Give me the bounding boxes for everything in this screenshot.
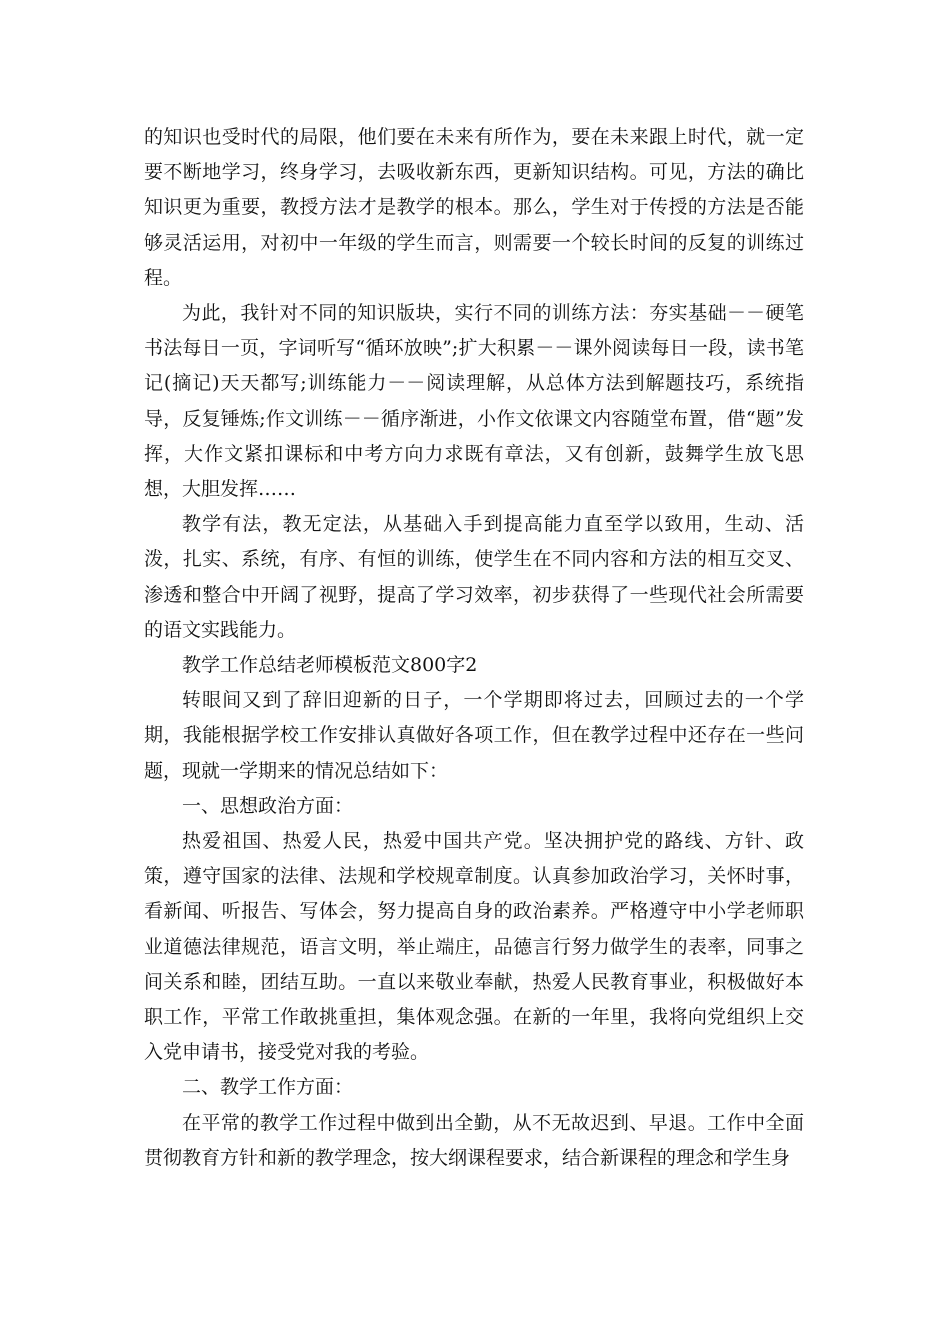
paragraph-political: 热爱祖国、热爱人民，热爱中国共产党。坚决拥护党的路线、方针、政策，遵守国家的法律、法规和学校规章制度。认真参加政治学习，关怀时事，看新闻、听报告、写体会，努力提高自身的政治素养。严格遵守中小学老师职业道德法律规范，语言文明，举止端庄，品德言行努力做学生的表率，同事之间关系和睦，团结互助。一直以来敬业奉献，热爱人民教育事业，积极做好本职工作，平常工作敢挑重担，集体观念强。在新的一年里，我将向党组织上交入党申请书，接受党对我的考验。: [144, 830, 804, 1064]
paragraph-2: 为此，我针对不同的知识版块，实行不同的训练方法：夯实基础－－硬笔书法每日一页，字词听写“循环放映”;扩大积累－－课外阅读每日一段，读书笔记(摘记)天天都写;训练能力－－阅读理解，从总体方法到解题技巧，系统指导，反复锤炼;作文训练－－循序渐进，小作文依课文内容随堂布置，借“题”发挥，大作文紧扣课标和中考方向力求既有章法，又有创新，鼓舞学生放飞思想，大胆发挥……: [144, 302, 804, 501]
paragraph-intro: 转眼间又到了辞旧迎新的日子，一个学期即将过去，回顾过去的一个学期，我能根据学校工作安排认真做好各项工作，但在教学过程中还存在一些问题，现就一学期来的情况总结如下：: [144, 689, 804, 782]
section-title: 教学工作总结老师模板范文800字2: [182, 654, 478, 677]
section-heading-political: 一、思想政治方面：: [182, 794, 354, 817]
paragraph-3: 教学有法，教无定法，从基础入手到提高能力直至学以致用，生动、活泼，扎实、系统，有序、有恒的训练，使学生在不同内容和方法的相互交叉、渗透和整合中开阔了视野，提高了学习效率，初步获得了一些现代社会所需要的语文实践能力。: [144, 513, 804, 641]
section-heading-teaching: 二、教学工作方面：: [182, 1076, 354, 1099]
paragraph-teaching: 在平常的教学工作过程中做到出全勤，从不无故迟到、早退。工作中全面贯彻教育方针和新的教学理念，按大纲课程要求，结合新课程的理念和学生身: [144, 1111, 804, 1169]
paragraph-1: 的知识也受时代的局限，他们要在未来有所作为，要在未来跟上时代，就一定要不断地学习，终身学习，去吸收新东西，更新知识结构。可见，方法的确比知识更为重要，教授方法才是教学的根本。那么，学生对于传授的方法是否能够灵活运用，对初中一年级的学生而言，则需要一个较长时间的反复的训练过程。: [144, 126, 804, 289]
document-page: [144, 120, 804, 1176]
